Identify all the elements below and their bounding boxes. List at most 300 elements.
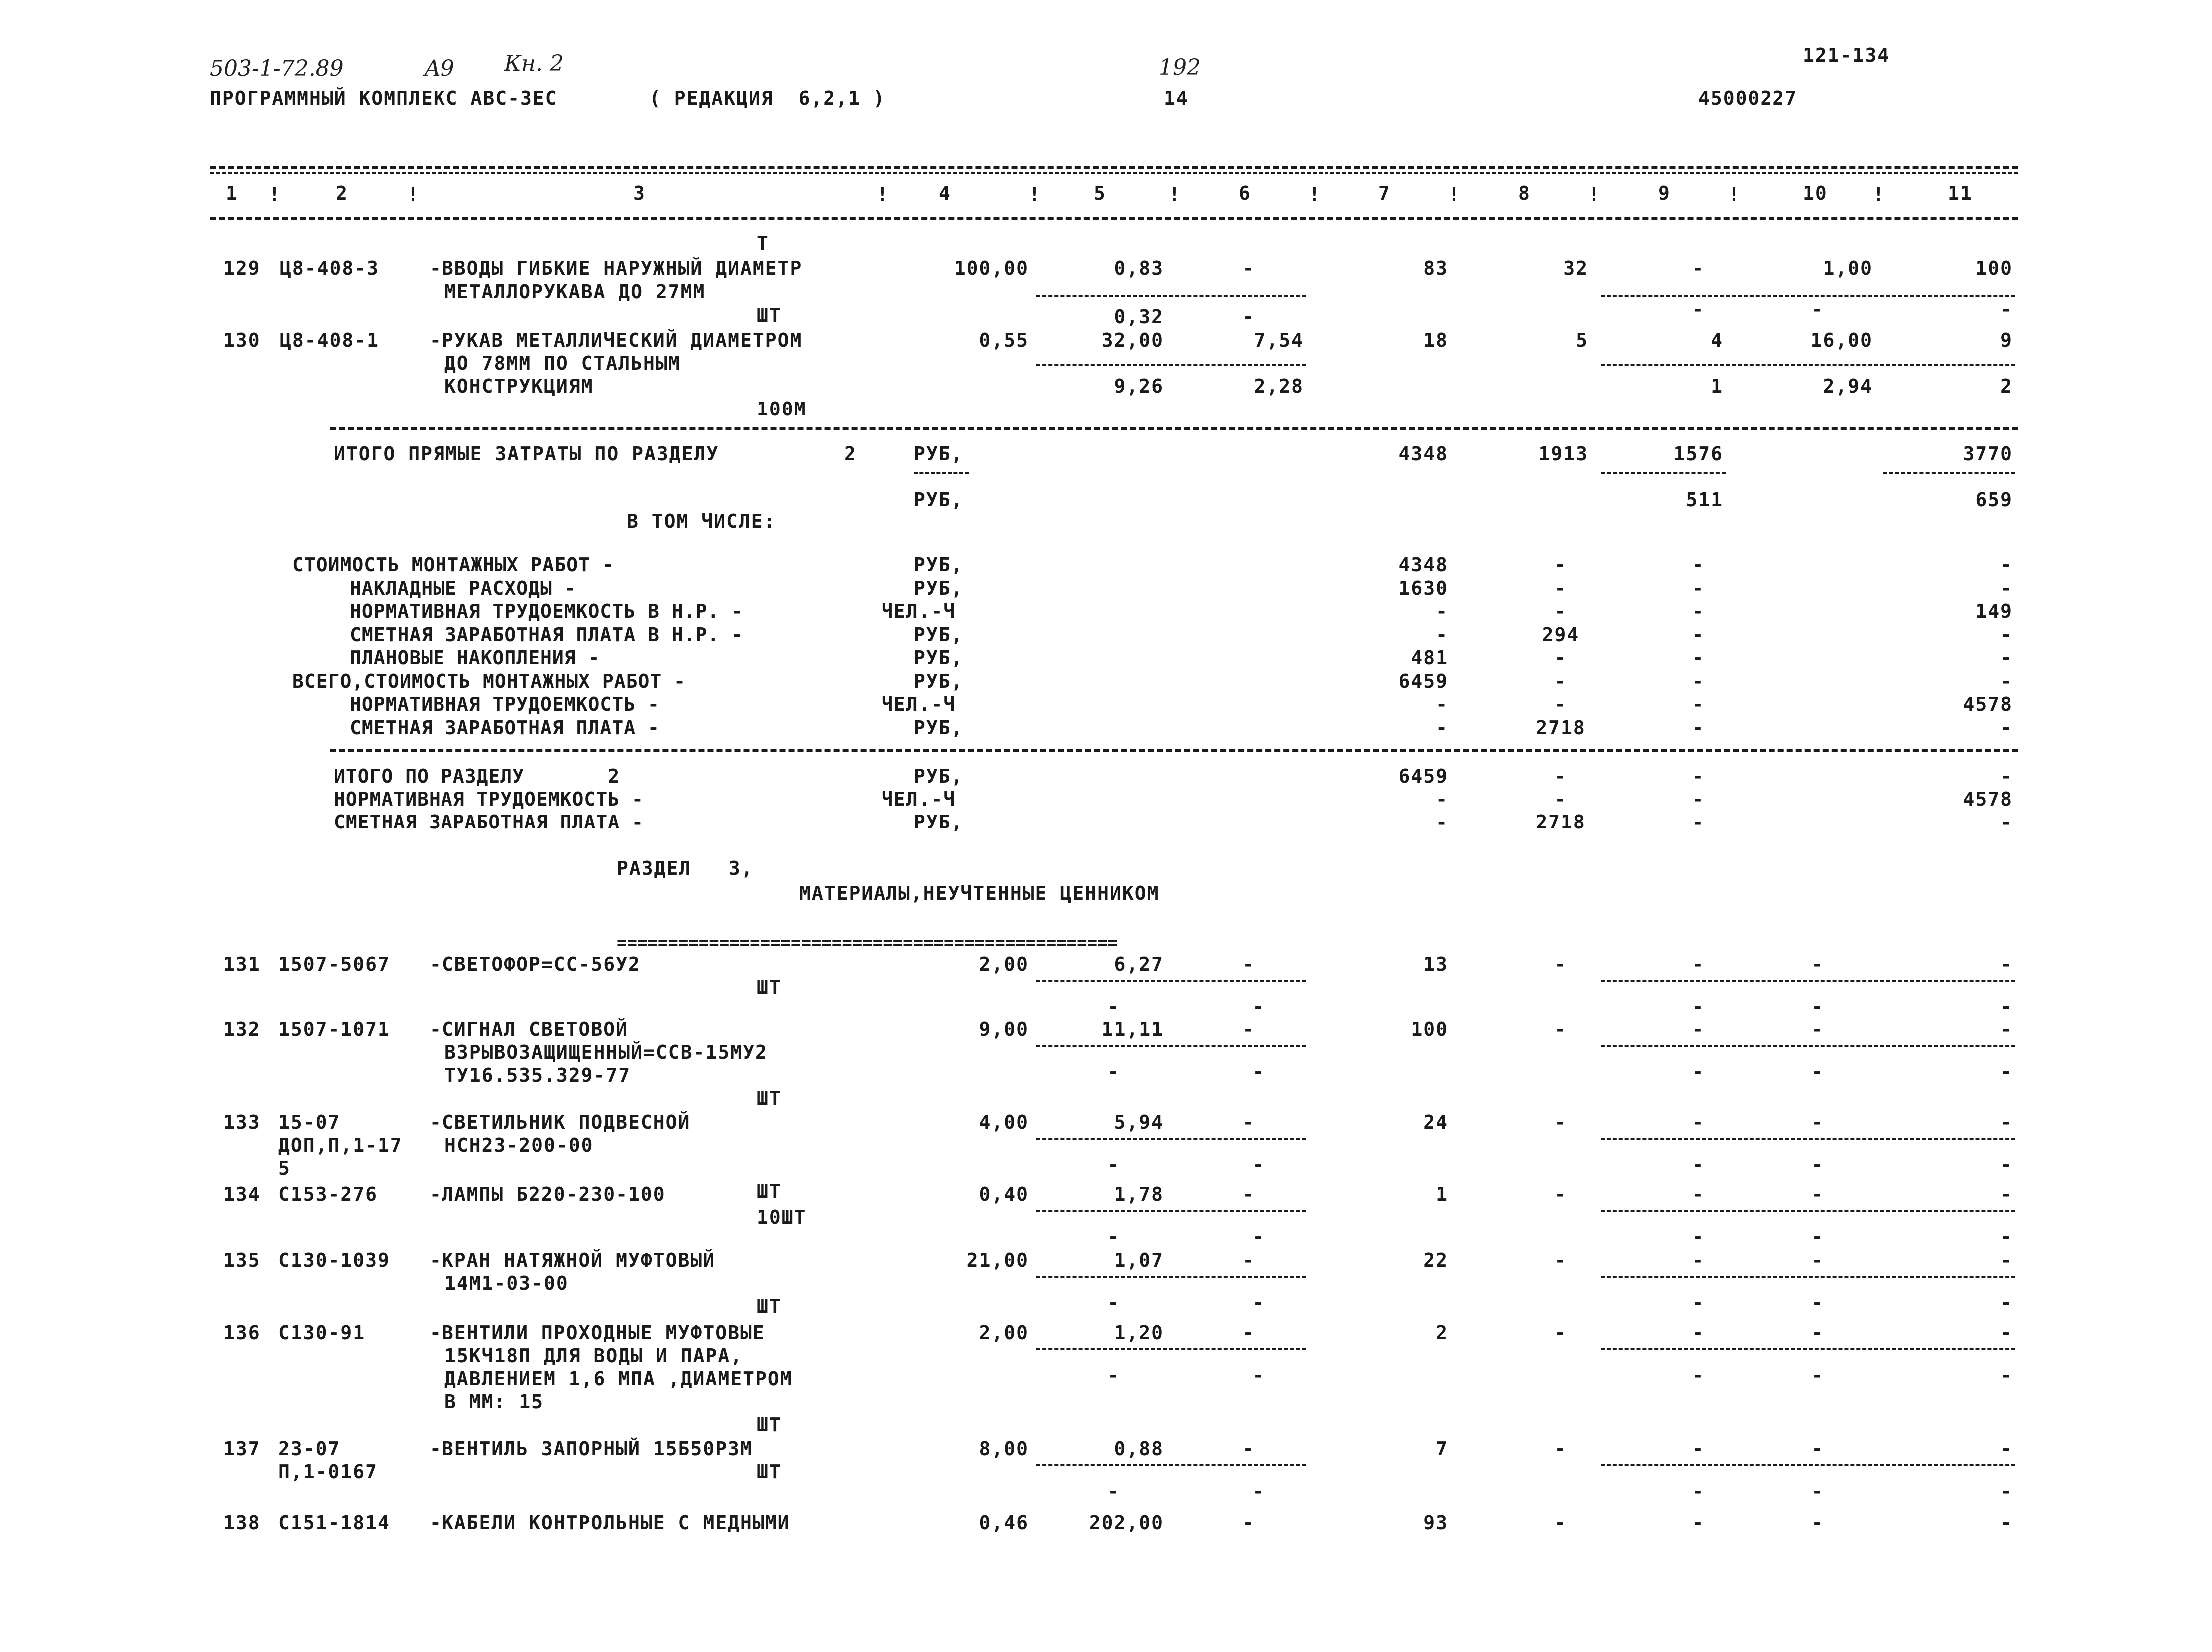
detail-unit: РУБ,: [914, 623, 964, 646]
row-number: 137: [223, 1438, 261, 1460]
detail-label: СТОИМОСТЬ МОНТАЖНЫХ РАБОТ -: [292, 554, 614, 576]
sub-dash: -: [1107, 1364, 1120, 1386]
total-col11: 3770: [1963, 443, 2013, 465]
sub-dash: -: [2000, 1061, 2013, 1083]
sub-dash: -: [1107, 1292, 1120, 1314]
row-number: 131: [223, 953, 261, 975]
row-col6: -: [1242, 953, 1255, 975]
detail-col9: -: [1692, 554, 1705, 576]
sub-rule: [1601, 364, 2015, 366]
sub-dash: -: [2000, 996, 2013, 1018]
row-col8: -: [1554, 1018, 1567, 1040]
row-col11: -: [2000, 1018, 2013, 1040]
detail-col7: 1630: [1398, 577, 1448, 599]
row-quantity: 100,00: [954, 257, 1029, 279]
total-col9: 1576: [1673, 443, 1723, 465]
row-number: 129: [223, 257, 261, 279]
unit-label: ШТ: [757, 1414, 782, 1436]
row-col10: 1,00: [1823, 257, 1873, 279]
row-col11: -: [2000, 1111, 2013, 1133]
detail-label: НОРМАТИВНАЯ ТРУДОЕМКОСТЬ В Н.Р. -: [350, 600, 743, 622]
row-col7: 24: [1423, 1111, 1448, 1133]
column-separator: !: [407, 183, 420, 205]
row-price: 1,20: [1114, 1322, 1164, 1344]
row-quantity: 4,00: [979, 1111, 1029, 1133]
row-col6: -: [1242, 1183, 1255, 1205]
detail-col7: -: [1436, 693, 1448, 715]
row-col9: -: [1692, 1111, 1705, 1133]
sub-rule: [1036, 364, 1306, 366]
row-col6: -: [1242, 1111, 1255, 1133]
row-code: 5: [278, 1157, 291, 1179]
row-description: 15КЧ18П ДЛЯ ВОДЫ И ПАРА,: [444, 1345, 743, 1367]
detail-label: ВСЕГО,СТОИМОСТЬ МОНТАЖНЫХ РАБОТ -: [292, 670, 686, 692]
row-description: ДО 78ММ ПО СТАЛЬНЫМ: [444, 352, 681, 374]
row-price: 11,11: [1101, 1018, 1164, 1040]
sub-rule: [1601, 1210, 2015, 1212]
sub-rule: [1601, 1138, 2015, 1140]
detail-label: ПЛАНОВЫЕ НАКОПЛЕНИЯ -: [350, 647, 600, 669]
column-separator: !: [1728, 183, 1741, 205]
row-col6: -: [1242, 1322, 1255, 1344]
sub-dash: -: [1811, 1061, 1824, 1083]
sub-rule: [1036, 1210, 1306, 1212]
row-col7: 7: [1436, 1438, 1448, 1460]
sub-dash: -: [1692, 1480, 1705, 1502]
row-description: -КАБЕЛИ КОНТРОЛЬНЫЕ С МЕДНЫМИ: [430, 1512, 790, 1534]
sub-rule: [914, 472, 969, 474]
detail-col7: -: [1436, 600, 1448, 622]
row-col7: 18: [1423, 329, 1448, 351]
detail-col8: 2718: [1536, 716, 1586, 739]
detail-col9: -: [1692, 623, 1705, 646]
unit-label: 10ШТ: [757, 1206, 807, 1228]
row-col9: -: [1692, 1018, 1705, 1040]
sub-dash: -: [1252, 1292, 1265, 1314]
sub-dash: -: [1811, 1364, 1824, 1386]
row-col9: -: [1692, 953, 1705, 975]
total-label: ИТОГО ПРЯМЫЕ ЗАТРАТЫ ПО РАЗДЕЛУ: [334, 443, 719, 465]
section-total-unit: РУБ,: [914, 765, 964, 787]
detail-col8: -: [1554, 554, 1567, 576]
sub-rule: [1036, 1348, 1306, 1350]
row-number: 130: [223, 329, 261, 351]
row-price: 202,00: [1089, 1512, 1164, 1534]
detail-label: НАКЛАДНЫЕ РАСХОДЫ -: [350, 577, 576, 599]
detail-col9: -: [1692, 716, 1705, 739]
detail-col8: -: [1554, 693, 1567, 715]
sub-dash: -: [1811, 1292, 1824, 1314]
row-col11: 9: [2000, 329, 2013, 351]
row-col7: 83: [1423, 257, 1448, 279]
sub-rule: [1036, 1138, 1306, 1140]
section-total-col8: -: [1554, 765, 1567, 787]
detail-col7: 6459: [1398, 670, 1448, 692]
detail-col8: -: [1554, 670, 1567, 692]
row-col6: -: [1242, 257, 1255, 279]
row-quantity: 0,46: [979, 1512, 1029, 1534]
column-separator: !: [1588, 183, 1601, 205]
column-separator: !: [1873, 183, 1885, 205]
detail-label: СМЕТНАЯ ЗАРАБОТНАЯ ПЛАТА В Н.Р. -: [350, 623, 743, 646]
row-col10: -: [1811, 1183, 1824, 1205]
section-total-label: ИТОГО ПО РАЗДЕЛУ 2: [334, 765, 620, 787]
row-col8: -: [1554, 1322, 1567, 1344]
column-separator: !: [1029, 183, 1041, 205]
sub-dash: -: [1107, 1154, 1120, 1176]
unit-label: ШТ: [757, 304, 782, 326]
row-quantity: 0,55: [979, 329, 1029, 351]
page-number: 14: [1164, 87, 1189, 109]
row-code: 1507-5067: [278, 953, 390, 975]
handwritten-code: 503-1-72.89: [210, 56, 344, 81]
row-col10: -: [1811, 1438, 1824, 1460]
row-col7: 22: [1423, 1249, 1448, 1271]
column-separator: !: [1169, 183, 1181, 205]
row-col6: -: [1242, 1018, 1255, 1040]
sub-dash: -: [1252, 1154, 1265, 1176]
row-col7: 2: [1436, 1322, 1448, 1344]
sub-rule: [1601, 1348, 2015, 1350]
row-description: МЕТАЛЛОРУКАВА ДО 27ММ: [444, 281, 706, 303]
sub-rule: [1036, 1276, 1306, 1278]
row-price: 0,88: [1114, 1438, 1164, 1460]
unit-label: ШТ: [757, 1180, 782, 1202]
row-description: 14М1-03-00: [444, 1272, 569, 1294]
row-col10: -: [1811, 1512, 1824, 1534]
sub-rule: [1601, 472, 1726, 474]
column-header: 11: [1948, 182, 1973, 204]
edition: ( РЕДАКЦИЯ 6,2,1 ): [649, 87, 885, 109]
row-col11: 100: [1975, 257, 2013, 279]
detail-col11: -: [2000, 647, 2013, 669]
row-col7: 93: [1423, 1512, 1448, 1534]
row-description: -СВЕТИЛЬНИК ПОДВЕСНОЙ: [430, 1111, 691, 1133]
sub-rule: [1601, 1045, 2015, 1047]
section-total-col9: -: [1692, 811, 1705, 833]
detail-col9: -: [1692, 577, 1705, 599]
row-col10: -: [1811, 1111, 1824, 1133]
total-unit: РУБ,: [914, 443, 964, 465]
row-col11: 2: [2000, 375, 2013, 397]
row-description: ТУ16.535.329-77: [444, 1064, 631, 1086]
header-bottom-rule: [210, 217, 2018, 220]
section-total-unit: ЧЕЛ.-Ч: [882, 788, 956, 810]
row-col10: -: [1811, 1249, 1824, 1271]
sub-dash: -: [1107, 1226, 1120, 1247]
sub-dash: -: [1252, 1364, 1265, 1386]
column-separator: !: [1309, 183, 1321, 205]
row-description: ДАВЛЕНИЕМ 1,6 МПА ,ДИАМЕТРОМ: [444, 1368, 793, 1390]
sub-dash: -: [1252, 1226, 1265, 1247]
row-col6: -: [1242, 1249, 1255, 1271]
row-price: 0,83: [1114, 257, 1164, 279]
row-col9: -: [1692, 1249, 1705, 1271]
detail-col7: -: [1436, 716, 1448, 739]
unit-label: ШТ: [757, 1295, 782, 1317]
sub-rule: [1601, 1276, 2015, 1278]
row-col8: -: [1554, 953, 1567, 975]
sub-dash: -: [2000, 1226, 2013, 1247]
detail-col11: -: [2000, 623, 2013, 646]
row-description: -КРАН НАТЯЖНОЙ МУФТОВЫЙ: [430, 1249, 716, 1271]
row-col9: 1: [1711, 375, 1723, 397]
section-total-col7: 6459: [1398, 765, 1448, 787]
column-header: 3: [633, 182, 646, 204]
column-header: 9: [1658, 182, 1671, 204]
sub-dash: -: [1811, 1480, 1824, 1502]
row-price: 6,27: [1114, 953, 1164, 975]
row-col9: -: [1692, 257, 1705, 279]
row-price: 5,94: [1114, 1111, 1164, 1133]
row-code: 23-07: [278, 1438, 341, 1460]
sub-rule: [1036, 295, 1306, 297]
row-description: КОНСТРУКЦИЯМ: [444, 375, 594, 397]
row-price: 1,78: [1114, 1183, 1164, 1205]
double-rule: =================================================: [617, 933, 1118, 953]
sub-dash: -: [1252, 1480, 1265, 1502]
column-header: 5: [1094, 182, 1106, 204]
sub-rule: [1883, 472, 2015, 474]
handwritten-book: Кн. 2: [504, 51, 564, 76]
row-description: -СВЕТОФОР=СС-56У2: [430, 953, 641, 975]
detail-col11: -: [2000, 554, 2013, 576]
section-total-label: СМЕТНАЯ ЗАРАБОТНАЯ ПЛАТА -: [334, 811, 644, 833]
detail-unit: РУБ,: [914, 554, 964, 576]
unit-label: ШТ: [757, 976, 782, 998]
row-description: -ВВОДЫ ГИБКИЕ НАРУЖНЫЙ ДИАМЕТР: [430, 257, 803, 279]
handwritten-page: 192: [1159, 55, 1201, 80]
detail-col11: -: [2000, 716, 2013, 739]
sub-dash: -: [1692, 1154, 1705, 1176]
section-total-col9: -: [1692, 788, 1705, 810]
detail-unit: РУБ,: [914, 716, 964, 739]
row-col6: 7,54: [1254, 329, 1304, 351]
section-total-col11: 4578: [1963, 788, 2013, 810]
row-col9: -: [1692, 1322, 1705, 1344]
sub-rule: [1601, 1464, 2015, 1466]
detail-col9: -: [1692, 647, 1705, 669]
sub-dash: -: [2000, 1292, 2013, 1314]
column-separator: !: [877, 183, 889, 205]
row-col10: -: [1811, 1018, 1824, 1040]
row-col6: -: [1242, 1438, 1255, 1460]
row-description: НСН23-200-00: [444, 1134, 594, 1156]
row-col7: 1: [1436, 1183, 1448, 1205]
unit-label: ШТ: [757, 1087, 782, 1109]
row-col11: -: [2000, 1322, 2013, 1344]
column-header: 10: [1803, 182, 1828, 204]
row-col9: -: [1692, 1183, 1705, 1205]
sub-dash: -: [1107, 1480, 1120, 1502]
row-number: 138: [223, 1512, 261, 1534]
detail-col8: -: [1554, 647, 1567, 669]
row-col8: -: [1554, 1183, 1567, 1205]
section-title: РАЗДЕЛ 3,: [617, 857, 754, 879]
row-price: 32,00: [1101, 329, 1164, 351]
detail-unit: ЧЕЛ.-Ч: [882, 693, 956, 715]
section-total-col8: 2718: [1536, 811, 1586, 833]
detail-col8: -: [1554, 577, 1567, 599]
section-total-col7: -: [1436, 811, 1448, 833]
detail-col7: -: [1436, 623, 1448, 646]
row-description: -ВЕНТИЛИ ПРОХОДНЫЕ МУФТОВЫЕ: [430, 1322, 765, 1344]
section-total-col11: -: [2000, 765, 2013, 787]
row-col9: -: [1692, 298, 1705, 320]
row-col6: 2,28: [1254, 375, 1304, 397]
unit-label: Т: [757, 232, 769, 254]
total-col8: 1913: [1538, 443, 1588, 465]
row-price: 1,07: [1114, 1249, 1164, 1271]
detail-label: СМЕТНАЯ ЗАРАБОТНАЯ ПЛАТА -: [350, 716, 660, 739]
row-col10: -: [1811, 1322, 1824, 1344]
sub-rule: [1601, 980, 2015, 982]
row-col7: 13: [1423, 953, 1448, 975]
column-header: 6: [1239, 182, 1251, 204]
row-number: 136: [223, 1322, 261, 1344]
detail-col7: 4348: [1398, 554, 1448, 576]
header-top-rule-2: [210, 172, 2018, 174]
sub-dash: -: [1811, 1226, 1824, 1247]
sub-dash: -: [1811, 996, 1824, 1018]
row-code: Ц8-408-3: [280, 257, 380, 279]
document-number: 45000227: [1698, 87, 1798, 109]
row-number: 135: [223, 1249, 261, 1271]
section-total-label: НОРМАТИВНАЯ ТРУДОЕМКОСТЬ -: [334, 788, 644, 810]
row-col8: -: [1554, 1512, 1567, 1534]
total-section: 2: [844, 443, 857, 465]
row-number: 134: [223, 1183, 261, 1205]
section-total-rule: [330, 749, 2018, 752]
total-col7: 4348: [1398, 443, 1448, 465]
row-col8: 32: [1563, 257, 1588, 279]
row-col10: 16,00: [1810, 329, 1873, 351]
section-total-col9: -: [1692, 765, 1705, 787]
total-col11: 659: [1975, 489, 2013, 511]
row-col10: -: [1811, 953, 1824, 975]
row-quantity: 9,00: [979, 1018, 1029, 1040]
row-description: -СИГНАЛ СВЕТОВОЙ: [430, 1018, 629, 1040]
including-label: В ТОМ ЧИСЛЕ:: [627, 510, 776, 532]
sub-rule: [1036, 1464, 1306, 1466]
row-description: -ВЕНТИЛЬ ЗАПОРНЫЙ 15Б50Р3М: [430, 1438, 753, 1460]
row-price: 9,26: [1114, 375, 1164, 397]
row-col10: 2,94: [1823, 375, 1873, 397]
row-col9: 4: [1711, 329, 1723, 351]
sub-dash: -: [1252, 1061, 1265, 1083]
detail-unit: РУБ,: [914, 670, 964, 692]
row-number: 132: [223, 1018, 261, 1040]
sub-rule: [1036, 1045, 1306, 1047]
row-col10: -: [1811, 298, 1824, 320]
row-code: П,1-0167: [278, 1461, 378, 1483]
detail-col11: -: [2000, 670, 2013, 692]
section-total-col8: -: [1554, 788, 1567, 810]
row-code: С153-276: [278, 1183, 378, 1205]
detail-label: НОРМАТИВНАЯ ТРУДОЕМКОСТЬ -: [350, 693, 660, 715]
detail-col8: -: [1554, 600, 1567, 622]
row-col11: -: [2000, 1438, 2013, 1460]
row-code: С130-91: [278, 1322, 366, 1344]
row-quantity: 0,40: [979, 1183, 1029, 1205]
row-code: 1507-1071: [278, 1018, 390, 1040]
detail-col7: 481: [1411, 647, 1448, 669]
sub-dash: -: [1107, 1061, 1120, 1083]
row-code: С151-1814: [278, 1512, 390, 1534]
row-quantity: 8,00: [979, 1438, 1029, 1460]
detail-unit: РУБ,: [914, 577, 964, 599]
unit-label: 100М: [757, 398, 807, 420]
row-col11: -: [2000, 1249, 2013, 1271]
column-header: 4: [939, 182, 951, 204]
detail-unit: РУБ,: [914, 647, 964, 669]
row-code: С130-1039: [278, 1249, 390, 1271]
row-quantity: 2,00: [979, 1322, 1029, 1344]
sub-rule: [1601, 295, 2015, 297]
row-price: 0,32: [1114, 306, 1164, 328]
detail-col9: -: [1692, 693, 1705, 715]
section-total-col7: -: [1436, 788, 1448, 810]
detail-col11: -: [2000, 577, 2013, 599]
row-col9: -: [1692, 1438, 1705, 1460]
column-separator: !: [1448, 183, 1461, 205]
row-col8: -: [1554, 1111, 1567, 1133]
column-separator: !: [269, 183, 281, 205]
sub-dash: -: [1692, 1061, 1705, 1083]
detail-col11: 4578: [1963, 693, 2013, 715]
row-col6: -: [1242, 306, 1255, 328]
row-col6: -: [1242, 1512, 1255, 1534]
row-col8: -: [1554, 1438, 1567, 1460]
section-total-unit: РУБ,: [914, 811, 964, 833]
section-subtitle: МАТЕРИАЛЫ,НЕУЧТЕННЫЕ ЦЕННИКОМ: [799, 882, 1160, 904]
detail-col8: 294: [1542, 623, 1580, 646]
row-col7: 100: [1411, 1018, 1448, 1040]
column-header: 1: [226, 182, 238, 204]
row-description: -РУКАВ МЕТАЛЛИЧЕСКИЙ ДИАМЕТРОМ: [430, 329, 803, 351]
row-col8: -: [1554, 1249, 1567, 1271]
row-col9: -: [1692, 1512, 1705, 1534]
sub-dash: -: [1692, 996, 1705, 1018]
detail-unit: ЧЕЛ.-Ч: [882, 600, 956, 622]
row-quantity: 2,00: [979, 953, 1029, 975]
sub-dash: -: [1107, 996, 1120, 1018]
row-col11: -: [2000, 1512, 2013, 1534]
sub-dash: -: [1692, 1364, 1705, 1386]
sub-dash: -: [1692, 1292, 1705, 1314]
unit-label: ШТ: [757, 1461, 782, 1483]
row-code: ДОП,П,1-17: [278, 1134, 403, 1156]
header-top-rule: [210, 166, 2018, 169]
detail-col9: -: [1692, 670, 1705, 692]
sub-dash: -: [1811, 1154, 1824, 1176]
handwritten-album: A9: [425, 56, 454, 81]
row-quantity: 21,00: [966, 1249, 1029, 1271]
sub-dash: -: [1692, 1226, 1705, 1247]
row-description: ВЗРЫВОЗАЩИЩЕННЫЙ=ССВ-15МУ2: [444, 1041, 768, 1063]
sub-dash: -: [1252, 996, 1265, 1018]
detail-col11: 149: [1975, 600, 2013, 622]
total-unit: РУБ,: [914, 489, 964, 511]
program-title: ПРОГРАММНЫЙ КОМПЛЕКС АВС-ЗЕС: [210, 87, 558, 109]
row-code: 15-07: [278, 1111, 341, 1133]
total-top-rule: [330, 427, 2018, 430]
column-header: 7: [1378, 182, 1391, 204]
sub-dash: -: [2000, 1480, 2013, 1502]
doc-range: 121-134: [1803, 44, 1890, 66]
column-header: 2: [336, 182, 348, 204]
sub-dash: -: [2000, 1364, 2013, 1386]
